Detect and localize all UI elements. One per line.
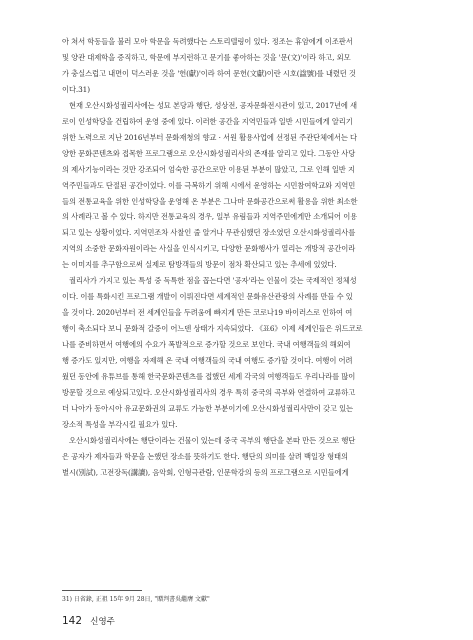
text-line: 들의 전통교육을 위한 인성학당을 운영해 온 부분은 그나마 문화공간으로써 활용을 위한 최소한 (62, 196, 358, 206)
text-line: 나를 준비하면서 여행에의 수요가 폭발적으로 증가할 것으로 보인다. 국내 여행객들의 해외여 (62, 340, 351, 350)
text-line: 별시(別試), 고전장독(講讀), 음악회, 인형극관람, 인문학강의 등의 프로그램으로 시민들에게 (62, 467, 349, 477)
text-line: 지역의 소중한 문화자원이라는 사실을 인식시키고, 다양한 문화행사가 열리는 개방적 공간이라 (62, 244, 356, 254)
text-line: 더 나아가 동아시아 유교문화권의 교류도 가능한 부분이기에 오산시화성궐리사만이 갖고 있는 (62, 403, 353, 413)
paragraph (62, 34, 408, 98)
text-line: 위한 노력으로 지난 2016년부터 문화재청의 향교 · 서원 활용사업에 선정된 주관단체에서는 다 (62, 132, 357, 142)
text-line: 양한 문화콘텐츠와 접목한 프로그램으로 오산시화성궐리사의 존재를 알리고 있다. 그동안 사당 (62, 148, 356, 158)
text-line: 이다. 이를 특화시킨 프로그램 개발이 이뤄진다면 세계적인 문화유산관광의 사례를 만들 수 있 (62, 292, 353, 302)
text-line: 현재 오산시화성궐리사에는 성묘 본당과 행단, 성상전, 공자문화전시관이 있고, 2017년에 새 (69, 100, 358, 110)
text-line: 는 이미지를 추구함으로써 실제로 탐방객들의 방문이 점차 확산되고 있는 추세에 있었다. (62, 260, 337, 270)
text-line: 장소적 특성을 부각시킬 필요가 있다. (62, 419, 178, 429)
text-line: 역주민들과도 단절된 공간이었다. 이를 극복하기 위해 시에서 운영하는 시민참여학교와 지역민 (62, 180, 356, 190)
text-line: 은 공자가 제자들과 학문을 논했던 장소를 뜻하기도 한다. 행단의 의미를 살려 백일장 형태의 (62, 451, 348, 461)
page-footer (62, 614, 115, 629)
text-line: 을 것이다. 2020년부터 전 세계인들을 두려움에 빠지게 만든 코로나19 바이러스로 인하여 여 (62, 308, 353, 318)
text-line: 방문할 것으로 예상되고있다. 오산시화성궐리사의 경우 특히 중국의 곡부와 연결하여 교류하고 (62, 387, 356, 397)
text-line: 오산시화성궐리사에는 행단이라는 건물이 있는데 중국 곡부의 행단을 본따 만든 것으로 행단 (69, 435, 356, 445)
text-line: 및 양관 대제학을 증직하고, 학문에 부지런하고 문기를 좋아하는 것을 '문(文)'이라 하고, 외모 (62, 52, 351, 62)
paragraph (62, 433, 408, 481)
text-line: 행 증가도 있지만, 여행을 자제해 온 국내 여행객들의 국내 여행도 증가할 것이다. 여행이 어려 (62, 356, 353, 366)
text-line: 이다.31) (62, 84, 90, 94)
body-text (62, 34, 408, 481)
text-line: 의 사례라고 볼 수 있다. 하지만 전통교육의 경우, 일부 유림들과 지역주민에게만 소개되어 이용 (62, 212, 358, 222)
text-line: 가 충실스럽고 내면이 덕스러운 것을 '헌(獻)'이라 하여 문헌(文獻)이란 시호(諡號)를 내렸던 것 (62, 68, 356, 78)
paragraph (62, 273, 408, 433)
text-line: 의 제사기능이라는 것만 강조되어 엄숙한 공간으로만 이용된 부분이 많았고, 그로 인해 일반 지 (62, 164, 355, 174)
footnote: 31) 日省錄, 正祖 15年 9月 28日, "贈判書吳繼膺 文獻" (62, 596, 210, 603)
text-line: 궐리사가 가지고 있는 특성 중 독특한 점을 꼽는다면 '공자'라는 인물이 갖는 국제적인 정체성 (69, 276, 357, 286)
page-number: 142 (62, 615, 83, 627)
text-line: 로이 인성학당을 건립하여 운영 중에 있다. 이러한 공간을 지역민들과 일반 시민들에게 알리기 (62, 116, 353, 126)
text-line: 아 쳐서 학동들을 불러 모아 학문을 독려했다는 스토리텔링이 있다. 정조는 휴암에게 이조판서 (62, 37, 353, 46)
footnote-divider (62, 590, 142, 591)
author-name: 신영주 (90, 617, 115, 627)
text-line: 행이 축소되다 보니 문화적 갈증이 어느덴 상태가 지속되었다. 《표6》이제 세계인들은 위드코로 (62, 324, 363, 334)
paragraph (62, 98, 408, 273)
text-line: 웠던 동안에 유튜브를 통해 한국문화콘텐츠를 접했던 세계 각국의 여행객들도 우리나라를 많이 (62, 372, 356, 382)
text-line: 되고 있는 상황이었다. 지역민조차 사찰인 줄 알거나 무관심했던 장소였던 오산시화성궐리사를 (62, 228, 356, 238)
